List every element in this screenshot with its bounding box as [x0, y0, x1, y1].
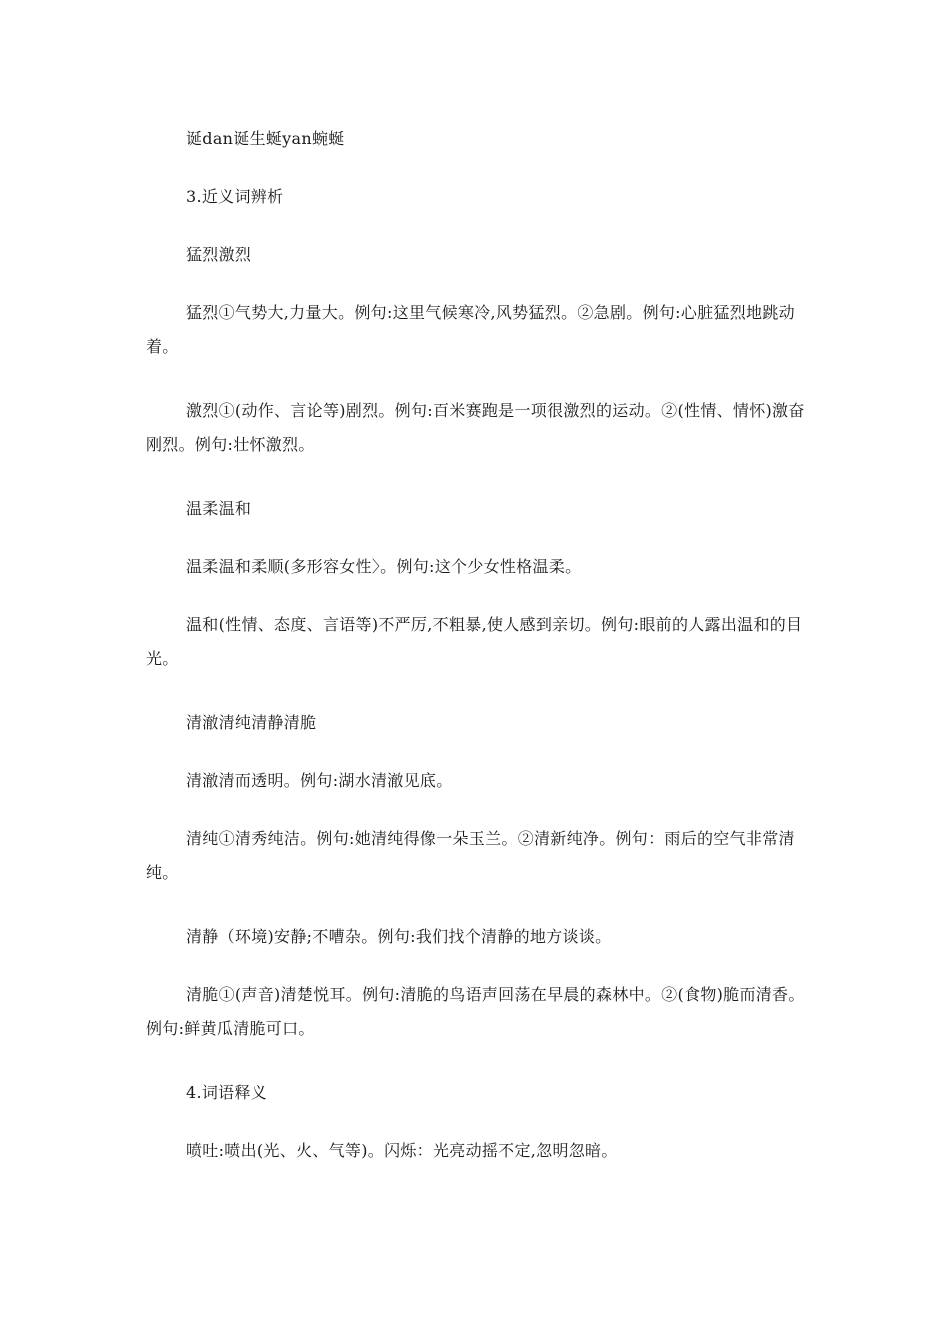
- word-definition: 猛烈①气势大,力量大。例句:这里气候寒冷,风势猛烈。②急剧。例句:心脏猛烈地跳动着。: [146, 303, 795, 356]
- word-group-heading: 猛烈激烈: [186, 245, 252, 264]
- word-definition: 清静（环境)安静;不嘈杂。例句:我们找个清静的地方谈谈。: [186, 927, 612, 946]
- word-group-heading: 清澈清纯清静清脆: [186, 713, 317, 732]
- word-group-heading: 温柔温和: [186, 499, 252, 518]
- word-definition: 清纯①清秀纯洁。例句:她清纯得像一朵玉兰。②清新纯净。例句：雨后的空气非常清纯。: [146, 829, 795, 882]
- paragraph-pinyin-notes: 诞dan诞生蜒yan蜿蜒: [186, 129, 345, 148]
- section-heading-synonyms: 3.近义词辨析: [186, 187, 284, 206]
- word-definition: 清澈清而透明。例句:湖水清澈见底。: [186, 771, 453, 790]
- word-definition: 温和(性情、态度、言语等)不严厉,不粗暴,使人感到亲切。例句:眼前的人露出温和的目光。: [146, 615, 803, 668]
- document-body: [146, 122, 806, 1192]
- section-heading-word-meanings: 4.词语释义: [186, 1083, 268, 1102]
- word-definition: 清脆①(声音)清楚悦耳。例句:清脆的鸟语声回荡在早晨的森林中。②(食物)脆而清香。例句:鲜黄瓜清脆可口。: [146, 985, 805, 1038]
- word-definition: 激烈①(动作、言论等)剧烈。例句:百米赛跑是一项很激烈的运动。②(性情、情怀)激奋刚烈。例句:壮怀激烈。: [146, 401, 805, 454]
- word-definition: 喷吐:喷出(光、火、气等)。闪烁：光亮动摇不定,忽明忽暗。: [186, 1141, 618, 1160]
- word-definition: 温柔温和柔顺(多形容女性〉。例句:这个少女性格温柔。: [186, 557, 582, 576]
